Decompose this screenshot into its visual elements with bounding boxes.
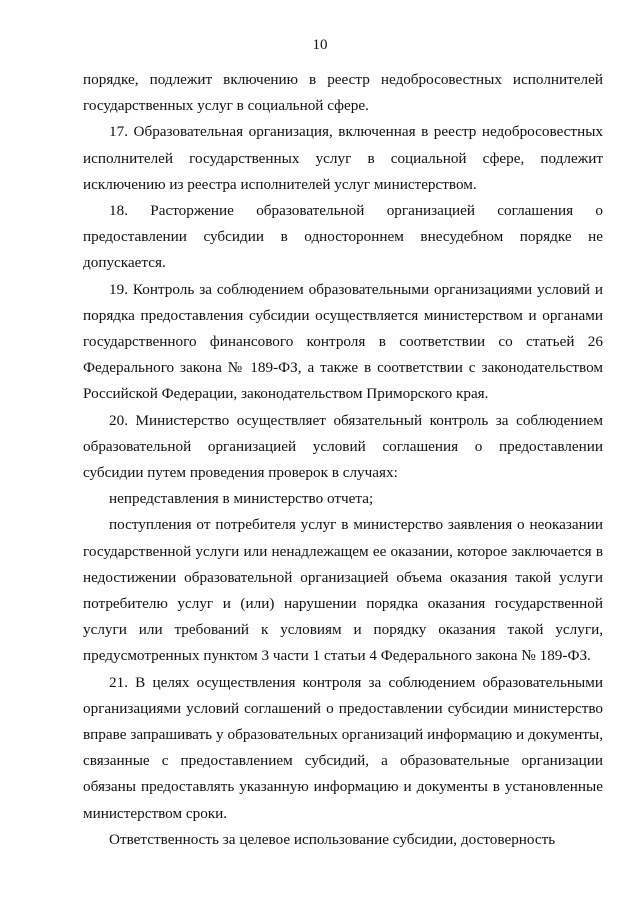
paragraph-20: 20. Министерство осуществляет обязательный контроль за соблюдением образовательной организацией условий соглашения о предоставлении субсидии путем проведения проверок в случаях: — [83, 411, 603, 482]
paragraph-continuation: порядке, подлежит включению в реестр недобросовестных исполнителей государственных услуг в социальной сфере. — [83, 71, 603, 115]
document-body — [83, 67, 603, 853]
paragraph-20-case-1: непредставления в министерство отчета; — [109, 490, 374, 508]
paragraph-20-case-2: поступления от потребителя услуг в министерство заявления о неоказании государственной услуги или ненадлежащем ее оказании, которое заключается в недостижении образовательной организацией объема оказания такой услуги потребителю услуг и (или) нарушении порядка оказания государственной услуги или требований к условиям и порядку оказания такой услуги, предусмотренных пунктом 3 части 1 статьи 4 Федерального закона № 189-ФЗ. — [83, 516, 603, 665]
paragraph-responsibility: Ответственность за целевое использование субсидии, достоверность — [109, 830, 556, 848]
paragraph-21: 21. В целях осуществления контроля за соблюдением образовательными организациями условий соглашений о предоставлении субсидии министерство вправе запрашивать у образовательных организаций информацию и документы, связанные с предоставлением субсидий, а образовательные организации обязаны предоставлять указанную информацию и документы в установленные министерством сроки. — [83, 673, 603, 822]
paragraph-18: 18. Расторжение образовательной организацией соглашения о предоставлении субсидии в одностороннем внесудебном порядке не допускается. — [83, 202, 603, 272]
paragraph-19: 19. Контроль за соблюдением образовательными организациями условий и порядка предоставления субсидии осуществляется министерством и органами государственного финансового контроля в соответствии со статьей 26 Федерального закона № 189-ФЗ, а также в соответствии с законодательством Российской Федерации, законодательством Приморского края. — [83, 280, 603, 403]
paragraph-17: 17. Образовательная организация, включенная в реестр недобросовестных исполнителей государственных услуг в социальной сфере, подлежит исключению из реестра исполнителей услуг министерством. — [83, 123, 603, 193]
page-number: 10 — [312, 37, 328, 53]
